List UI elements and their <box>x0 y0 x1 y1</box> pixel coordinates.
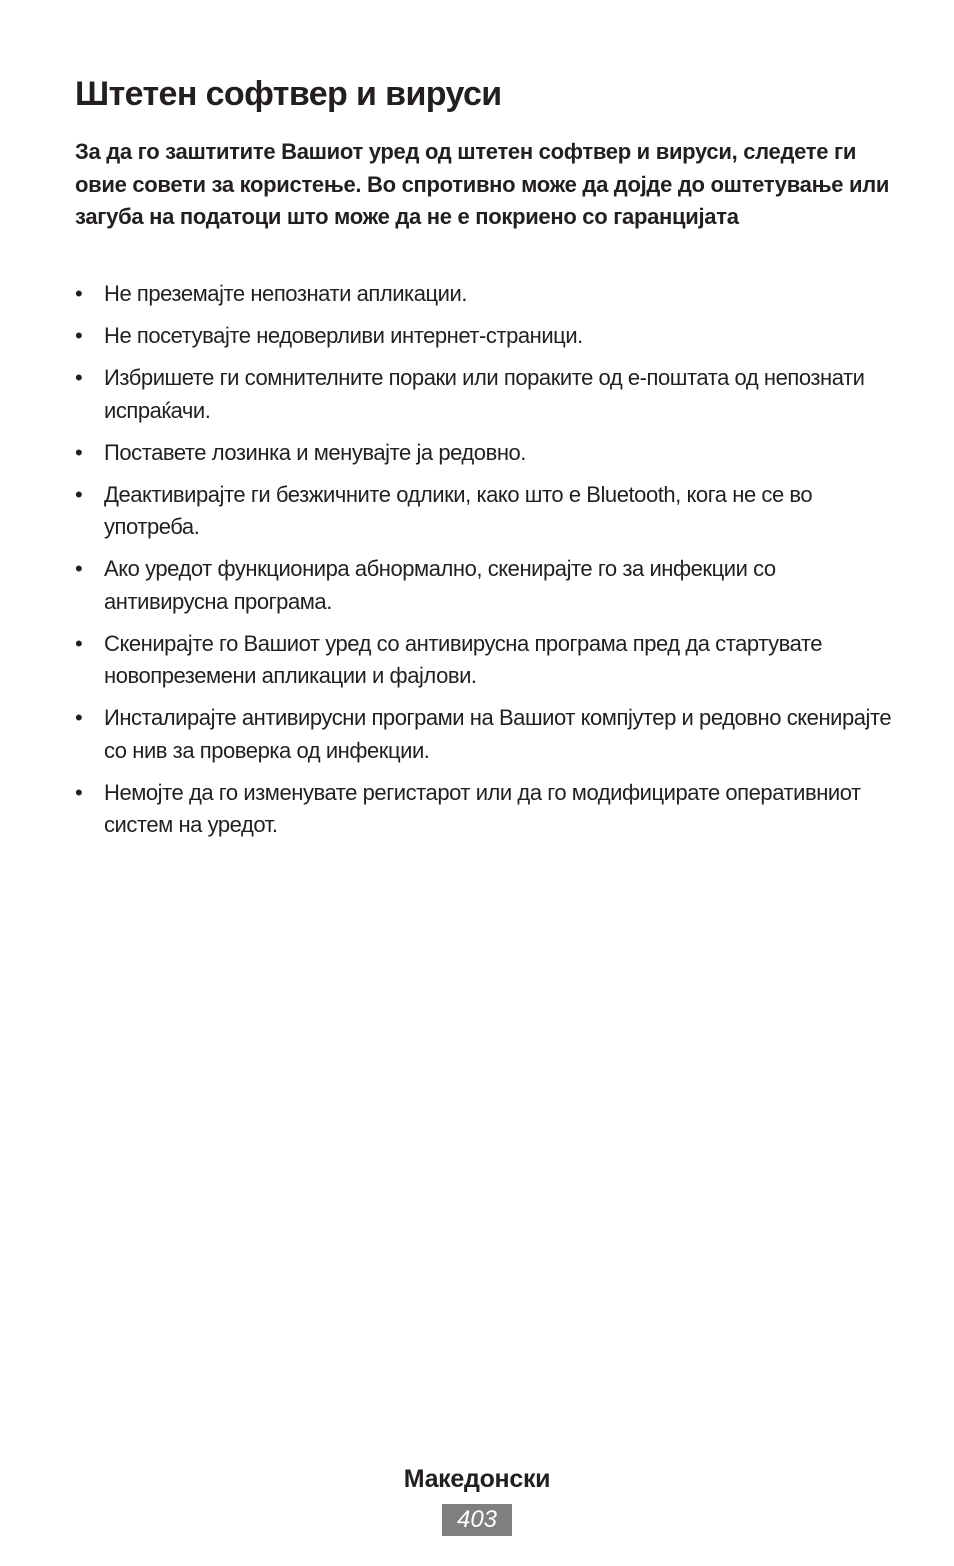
list-item <box>75 777 895 842</box>
tip-text: Деактивирајте ги безжичните одлики, како што е Bluetooth, кога не се во употреба. <box>104 481 813 539</box>
list-item <box>75 628 895 693</box>
bullet-icon: • <box>75 705 83 730</box>
bullet-icon: • <box>75 323 83 348</box>
bullet-icon: • <box>75 779 83 805</box>
bullet-icon: • <box>75 630 83 656</box>
tip-text: Не посетувајте недоверливи интернет-страници. <box>104 323 583 348</box>
bullet-icon: • <box>75 556 83 581</box>
list-item <box>75 479 895 544</box>
tip-text: Ако уредот функционира абнормално, скенирајте го за инфекции со антивирусна програма. <box>104 556 776 614</box>
bullet-icon: • <box>75 281 83 306</box>
page-title: Штетен софтвер и вируси <box>75 75 502 113</box>
tip-text: Инсталирајте антивирусни програми на Вашиот компјутер и редовно скенирајте со нив за проверка од инфекции. <box>104 705 892 763</box>
list-item <box>75 362 895 427</box>
bullet-icon: • <box>75 365 83 390</box>
list-item <box>75 702 895 767</box>
list-item <box>75 320 895 353</box>
intro-paragraph: За да го заштитите Вашиот уред од штетен софтвер и вируси, следете ги овие совети за користење. Во спротивно може да дојде до оштетување или загуба на податоци што може да не е покриено со гаранцијата <box>75 139 890 229</box>
bullet-icon: • <box>75 439 83 465</box>
tip-text: Не преземајте непознати апликации. <box>104 281 467 306</box>
bullet-icon: • <box>75 481 83 507</box>
list-item <box>75 553 895 618</box>
tips-list <box>75 278 895 851</box>
tip-text: Избришете ги сомнителните пораки или пораките од е-поштата од непознати испраќачи. <box>104 365 865 423</box>
tip-text: Поставете лозинка и менувајте ја редовно. <box>104 439 526 465</box>
list-item <box>75 278 895 311</box>
page-number: 403 <box>442 1504 512 1536</box>
footer-language: Македонски <box>403 1465 551 1493</box>
tip-text: Скенирајте го Вашиот уред со антивирусна програма пред да стартувате новопреземени апликации и фајлови. <box>104 630 823 688</box>
list-item <box>75 437 895 470</box>
tip-text: Немојте да го изменувате регистарот или да го модифицирате оперативниот систем на уредот. <box>104 779 861 837</box>
